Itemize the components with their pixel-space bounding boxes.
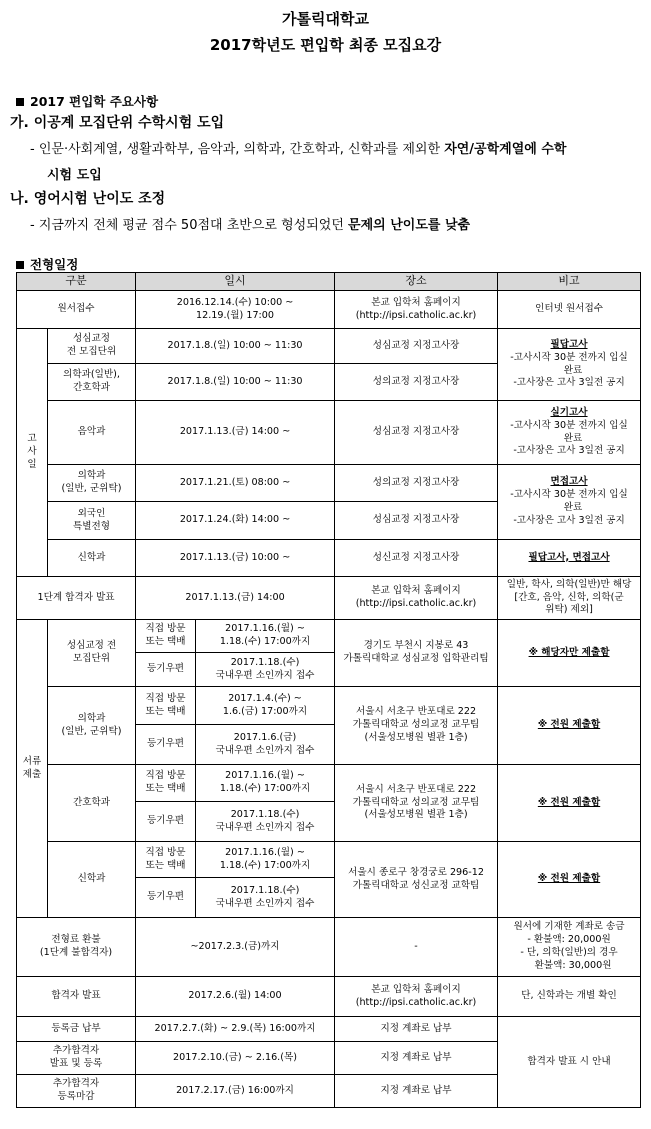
extra1-label: 추가합격자 발표 및 등록: [17, 1042, 136, 1075]
exam-note-interview: 면접고사 -고사시작 30분 전까지 입실 완료 -고사장은 고사 3일전 공지: [498, 465, 641, 540]
docs-date-mail: 2017.1.18.(수) 국내우편 소인까지 접수: [196, 802, 335, 842]
exam-name: 의학과(일반), 간호학과: [48, 364, 136, 401]
exam-date: 2017.1.24.(화) 14:00 ~: [136, 502, 335, 540]
docs-note: ※ 전원 제출함: [498, 687, 641, 765]
table-row: [17, 329, 641, 364]
table-row: [17, 291, 641, 329]
extra2-label: 추가합격자 등록마감: [17, 1075, 136, 1108]
table-row: [17, 842, 641, 878]
docs-dept: 의학과 (일반, 군위탁): [48, 687, 136, 765]
table-row: [17, 577, 641, 620]
exam-name: 음악과: [48, 401, 136, 465]
docs-date-direct: 2017.1.16.(월) ~ 1.18.(수) 17:00까지: [196, 620, 335, 653]
exam-name: 성심교정 전 모집단위: [48, 329, 136, 364]
refund-place: -: [335, 918, 498, 977]
docs-date-direct: 2017.1.4.(수) ~ 1.6.(금) 17:00까지: [196, 687, 335, 725]
final-pass-note: 단, 신학과는 개별 확인: [498, 977, 641, 1017]
first-pass-date: 2017.1.13.(금) 14:00: [136, 577, 335, 620]
docs-place: 서울시 서초구 반포대로 222 가톨릭대학교 성의교정 교무팀 (서울성모병원 별관 1층): [335, 765, 498, 842]
exam-note-practical: 실기고사 -고사시작 30분 전까지 입실 완료 -고사장은 고사 3일전 공지: [498, 401, 641, 465]
table-row: [17, 765, 641, 802]
final-pass-place: 본교 입학처 홈페이지 (http://ipsi.catholic.ac.kr): [335, 977, 498, 1017]
square-bullet-icon: [16, 261, 24, 269]
extra-note: 합격자 발표 시 안내: [498, 1017, 641, 1108]
docs-method-direct: 직접 방문 또는 택배: [136, 842, 196, 878]
extra1-place: 지정 계좌로 납부: [335, 1042, 498, 1075]
highlight-b-text: - 지금까지 전체 평균 점수 50점대 초반으로 형성되었던 문제의 난이도를 낮춤: [30, 218, 471, 233]
table-row: [17, 918, 641, 977]
table-row: [17, 465, 641, 502]
extra1-date: 2017.2.10.(금) ~ 2.16.(목): [136, 1042, 335, 1075]
page-title: 2017학년도 편입학 최종 모집요강: [209, 36, 442, 54]
exam-date: 2017.1.13.(금) 10:00 ~: [136, 540, 335, 577]
application-place: 본교 입학처 홈페이지 (http://ipsi.catholic.ac.kr): [335, 291, 498, 329]
table-row: [17, 540, 641, 577]
first-pass-note: 일반, 학사, 의학(일반)만 해당 [간호, 음악, 신학, 의학(군 위탁) 제외]: [498, 577, 641, 620]
table-row: [17, 1017, 641, 1042]
application-date: 2016.12.14.(수) 10:00 ~ 12.19.(월) 17:00: [136, 291, 335, 329]
table-row: [17, 620, 641, 653]
table-header-row: [17, 273, 641, 291]
highlight-a-title: 가. 이공계 모집단위 수학시험 도입: [10, 115, 225, 131]
docs-group-label: 서류 제출: [17, 620, 48, 918]
col-header-datetime: 일시: [136, 273, 335, 291]
docs-method-direct: 직접 방문 또는 택배: [136, 620, 196, 653]
schedule-heading: 전형일정: [16, 255, 78, 273]
first-pass-label: 1단계 합격자 발표: [17, 577, 136, 620]
docs-method-mail: 등기우편: [136, 802, 196, 842]
first-pass-place: 본교 입학처 홈페이지 (http://ipsi.catholic.ac.kr): [335, 577, 498, 620]
docs-method-mail: 등기우편: [136, 653, 196, 687]
exam-place: 성심교정 지정고사장: [335, 401, 498, 465]
table-row: [17, 401, 641, 465]
exam-note-theology: 필답고사, 면접고사: [498, 540, 641, 577]
final-pass-label: 합격자 발표: [17, 977, 136, 1017]
docs-dept: 신학과: [48, 842, 136, 918]
exam-date: 2017.1.13.(금) 14:00 ~: [136, 401, 335, 465]
square-bullet-icon: [16, 98, 24, 106]
exam-place: 성의교정 지정고사장: [335, 364, 498, 401]
exam-note-written: 필답고사 -고사시작 30분 전까지 입실 완료 -고사장은 고사 3일전 공지: [498, 329, 641, 401]
table-row: [17, 977, 641, 1017]
highlights-heading: 2017 편입학 주요사항: [16, 92, 158, 110]
exam-name: 외국인 특별전형: [48, 502, 136, 540]
table-row: [17, 687, 641, 725]
extra2-place: 지정 계좌로 납부: [335, 1075, 498, 1108]
docs-dept: 성심교정 전 모집단위: [48, 620, 136, 687]
exam-place: 성심교정 지정고사장: [335, 502, 498, 540]
col-header-category: 구분: [17, 273, 136, 291]
docs-method-mail: 등기우편: [136, 725, 196, 765]
docs-method-direct: 직접 방문 또는 택배: [136, 687, 196, 725]
tuition-label: 등록금 납부: [17, 1017, 136, 1042]
docs-note: ※ 해당자만 제출함: [498, 620, 641, 687]
exam-date: 2017.1.8.(일) 10:00 ~ 11:30: [136, 329, 335, 364]
col-header-note: 비고: [498, 273, 641, 291]
col-header-place: 장소: [335, 273, 498, 291]
exam-date: 2017.1.21.(토) 08:00 ~: [136, 465, 335, 502]
docs-date-mail: 2017.1.18.(수) 국내우편 소인까지 접수: [196, 878, 335, 918]
university-name: 가톨릭대학교: [282, 10, 369, 28]
docs-method-direct: 직접 방문 또는 택배: [136, 765, 196, 802]
docs-date-direct: 2017.1.16.(월) ~ 1.18.(수) 17:00까지: [196, 765, 335, 802]
application-label: 원서접수: [17, 291, 136, 329]
refund-note: 원서에 기재한 계좌로 송금 - 환불액: 20,000원 - 단, 의학(일반)의 경우 환불액: 30,000원: [498, 918, 641, 977]
docs-place: 서울시 종로구 창경궁로 296-12 가톨릭대학교 성신교정 교학팀: [335, 842, 498, 918]
docs-note: ※ 전원 제출함: [498, 765, 641, 842]
highlight-b-title: 나. 영어시험 난이도 조정: [10, 191, 166, 207]
docs-method-mail: 등기우편: [136, 878, 196, 918]
docs-date-direct: 2017.1.16.(월) ~ 1.18.(수) 17:00까지: [196, 842, 335, 878]
extra2-date: 2017.2.17.(금) 16:00까지: [136, 1075, 335, 1108]
docs-place: 서울시 서초구 반포대로 222 가톨릭대학교 성의교정 교무팀 (서울성모병원 별관 1층): [335, 687, 498, 765]
tuition-date: 2017.2.7.(화) ~ 2.9.(목) 16:00까지: [136, 1017, 335, 1042]
docs-date-mail: 2017.1.18.(수) 국내우편 소인까지 접수: [196, 653, 335, 687]
refund-date: ~2017.2.3.(금)까지: [136, 918, 335, 977]
application-note: 인터넷 원서접수: [498, 291, 641, 329]
docs-dept: 간호학과: [48, 765, 136, 842]
exam-place: 성의교정 지정고사장: [335, 465, 498, 502]
exam-place: 성신교정 지정고사장: [335, 540, 498, 577]
schedule-table: [16, 272, 641, 1108]
exam-name: 신학과: [48, 540, 136, 577]
exam-place: 성심교정 지정고사장: [335, 329, 498, 364]
docs-date-mail: 2017.1.6.(금) 국내우편 소인까지 접수: [196, 725, 335, 765]
docs-place: 경기도 부천시 지봉로 43 가톨릭대학교 성심교정 입학관리팀: [335, 620, 498, 687]
exam-group-label: 고 사 일: [17, 329, 48, 577]
exam-name: 의학과 (일반, 군위탁): [48, 465, 136, 502]
tuition-place: 지정 계좌로 납부: [335, 1017, 498, 1042]
highlight-a-text-cont: 시험 도입: [47, 168, 102, 183]
docs-note: ※ 전원 제출함: [498, 842, 641, 918]
highlight-a-text: - 인문·사회계열, 생활과학부, 음악과, 의학과, 간호학과, 신학과를 제외한 자연/공학계열에 수학: [30, 142, 567, 157]
final-pass-date: 2017.2.6.(월) 14:00: [136, 977, 335, 1017]
exam-date: 2017.1.8.(일) 10:00 ~ 11:30: [136, 364, 335, 401]
refund-label: 전형료 환불 (1단계 불합격자): [17, 918, 136, 977]
